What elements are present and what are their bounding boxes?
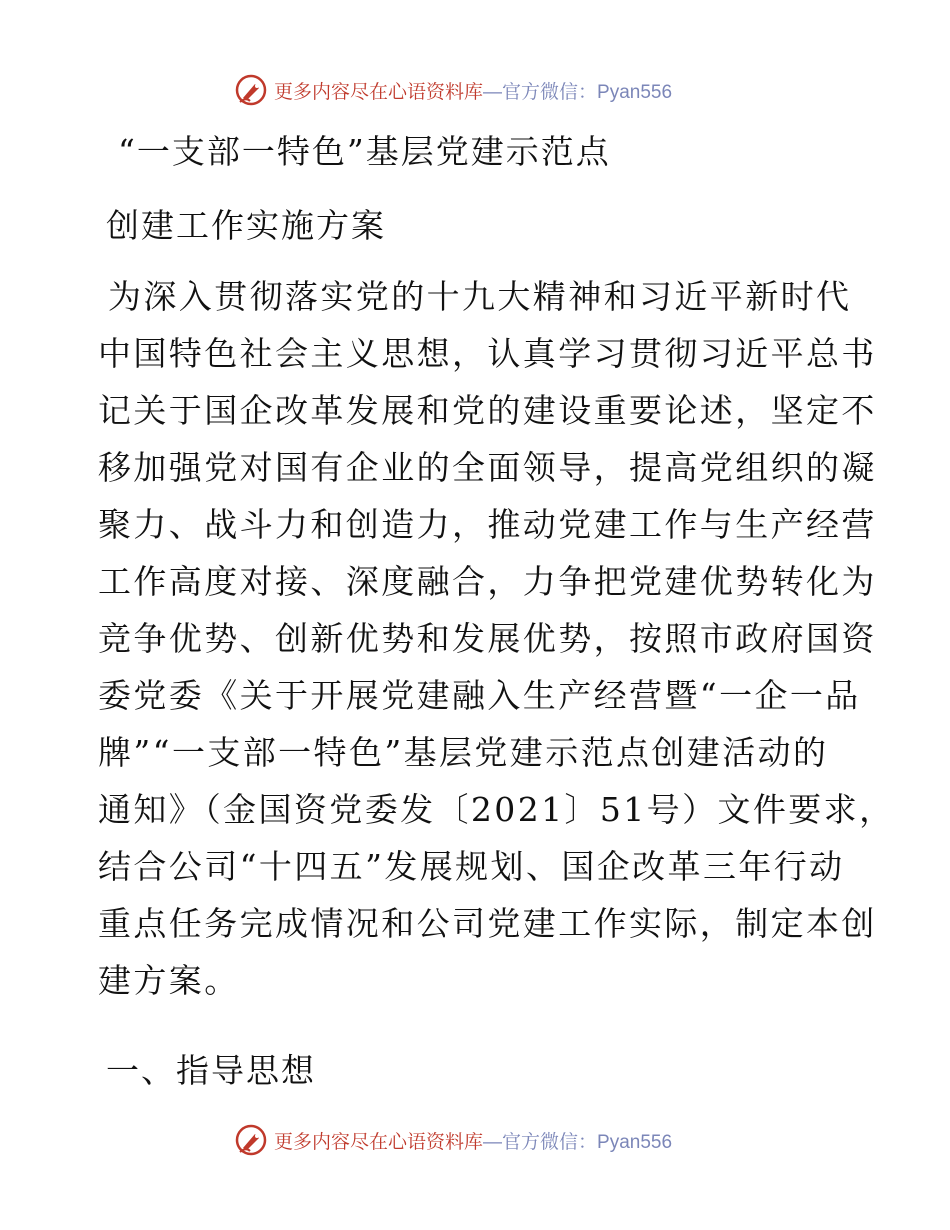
paragraph-line: 工作高度对接、深度融合，力争把党建优势转化为 bbox=[98, 562, 877, 601]
paragraph-line: 牌”“一支部一特色”基层党建示范点创建活动的 bbox=[98, 733, 829, 772]
paragraph-line: 重点任务完成情况和公司党建工作实际，制定本创 bbox=[98, 904, 877, 943]
paragraph-line: 记关于国企改革发展和党的建设重要论述，坚定不 bbox=[98, 391, 877, 430]
paragraph-line: 结合公司“十四五”发展规划、国企改革三年行动 bbox=[98, 847, 845, 886]
paragraph-line: 聚力、战斗力和创造力，推动党建工作与生产经营 bbox=[98, 505, 877, 544]
paragraph-line: 通知》（金国资党委发〔2021〕51号）文件要求， bbox=[98, 790, 895, 829]
paragraph-line: 为深入贯彻落实党的十九大精神和习近平新时代 bbox=[108, 277, 852, 316]
banner-text-blue: —官方微信：Pyan556 bbox=[483, 1131, 673, 1153]
section-heading: 一、指导思想 bbox=[106, 1051, 316, 1090]
banner-text-red: 更多内容尽在心语资料库 bbox=[274, 80, 484, 103]
document-title-line2: 创建工作实施方案 bbox=[106, 206, 386, 245]
banner-text-blue: —官方微信：Pyan556 bbox=[483, 81, 673, 103]
body-paragraph bbox=[98, 268, 895, 1009]
paragraph-line: 中国特色社会主义思想，认真学习贯彻习近平总书 bbox=[98, 334, 877, 373]
pen-nib-icon bbox=[234, 73, 268, 107]
document-title-line1: “一支部一特色”基层党建示范点 bbox=[118, 132, 611, 171]
paragraph-line: 建方案。 bbox=[98, 961, 240, 1000]
footer-watermark-banner bbox=[234, 1121, 672, 1159]
paragraph-line: 竞争优势、创新优势和发展优势，按照市政府国资 bbox=[98, 619, 877, 658]
banner-text-red: 更多内容尽在心语资料库 bbox=[274, 1130, 484, 1153]
paragraph-line: 移加强党对国有企业的全面领导，提高党组织的凝 bbox=[98, 448, 877, 487]
pen-nib-icon bbox=[234, 1123, 268, 1157]
header-watermark-banner bbox=[234, 71, 672, 109]
paragraph-line: 委党委《关于开展党建融入生产经营暨“一企一品 bbox=[98, 676, 861, 715]
